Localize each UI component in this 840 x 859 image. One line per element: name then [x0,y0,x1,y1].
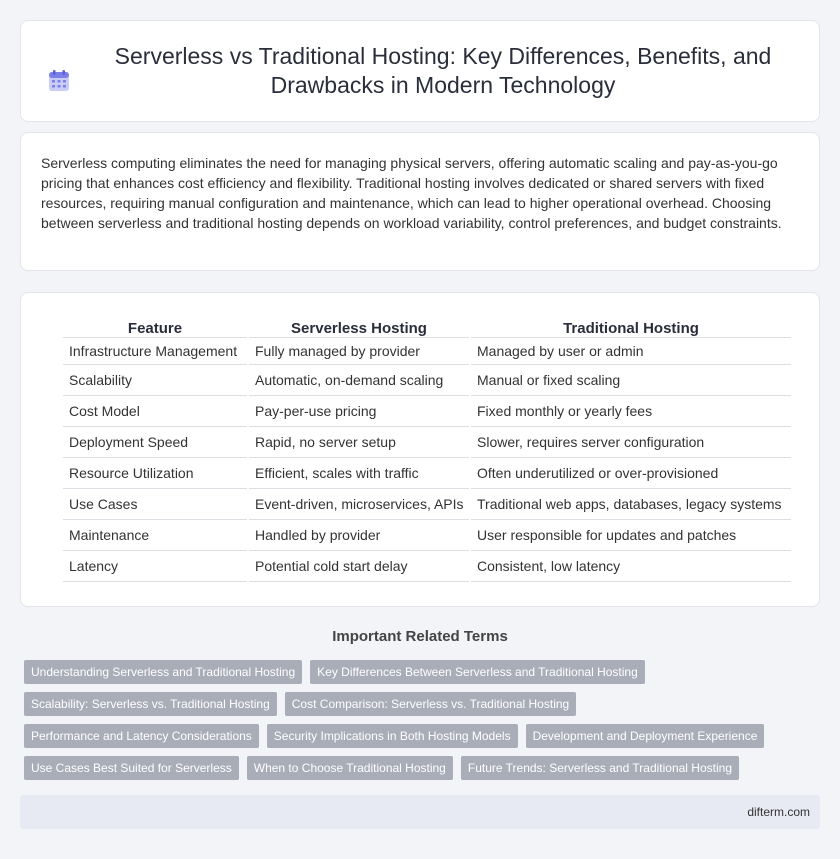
related-term-tag[interactable]: When to Choose Traditional Hosting [247,756,453,780]
cell-traditional: Manual or fixed scaling [471,365,791,396]
cell-traditional: Often underutilized or over-provisioned [471,458,791,489]
cell-feature: Deployment Speed [63,427,247,458]
cell-serverless: Efficient, scales with traffic [249,458,469,489]
calendar-icon [47,69,71,93]
page-title: Serverless vs Traditional Hosting: Key Differences, Benefits, and Drawbacks in Modern Technology [114,43,772,98]
cell-serverless: Automatic, on-demand scaling [249,365,469,396]
table-header-row [63,315,791,337]
cell-traditional: Traditional web apps, databases, legacy systems [471,489,791,520]
cell-feature: Latency [63,551,247,582]
cell-feature: Resource Utilization [63,458,247,489]
cell-traditional: Slower, requires server configuration [471,427,791,458]
related-terms-heading: Important Related Terms [332,628,508,645]
cell-feature: Use Cases [63,489,247,520]
cell-traditional: User responsible for updates and patches [471,520,791,551]
table-row [63,396,791,427]
footer-site[interactable]: difterm.com [747,805,810,819]
related-term-tag[interactable]: Understanding Serverless and Traditional Hosting [24,660,302,684]
related-term-tag[interactable]: Scalability: Serverless vs. Traditional Hosting [24,692,277,716]
cell-feature: Cost Model [63,396,247,427]
cell-serverless: Handled by provider [249,520,469,551]
table-row [63,427,791,458]
table-row [63,365,791,396]
cell-serverless: Rapid, no server setup [249,427,469,458]
related-term-tag[interactable]: Development and Deployment Experience [526,724,765,748]
comparison-table [61,315,793,582]
comparison-card [20,292,820,607]
table-row [63,520,791,551]
title-card [20,20,820,122]
related-terms-list [24,660,814,788]
cell-serverless: Event-driven, microservices, APIs [249,489,469,520]
table-row [63,551,791,582]
header-traditional: Traditional Hosting [563,320,699,337]
cell-feature: Infrastructure Management [63,337,247,365]
table-row [63,337,791,365]
related-term-tag[interactable]: Use Cases Best Suited for Serverless [24,756,239,780]
related-term-tag[interactable]: Security Implications in Both Hosting Models [267,724,518,748]
cell-traditional: Consistent, low latency [471,551,791,582]
cell-feature: Maintenance [63,520,247,551]
cell-serverless: Fully managed by provider [249,337,469,365]
table-row [63,458,791,489]
header-feature: Feature [127,320,183,337]
header-serverless: Serverless Hosting [291,320,427,337]
related-term-tag[interactable]: Cost Comparison: Serverless vs. Traditional Hosting [285,692,576,716]
footer [20,795,820,829]
intro-paragraph: Serverless computing eliminates the need for managing physical servers, offering automatic scaling and pay-as-you-go pricing that enhances cost efficiency and flexibility. Traditional hosting involves dedicated or shared servers with fixed resources, requiring manual configuration and maintenance, which can lead to higher operational overhead. Choosing between serverless and traditional hosting depends on workload variability, control preferences, and budget constraints. [41,155,782,231]
cell-feature: Scalability [63,365,247,396]
table-body [63,337,791,582]
cell-serverless: Potential cold start delay [249,551,469,582]
cell-traditional: Fixed monthly or yearly fees [471,396,791,427]
related-term-tag[interactable]: Future Trends: Serverless and Traditional Hosting [461,756,739,780]
intro-card [20,132,820,271]
related-term-tag[interactable]: Key Differences Between Serverless and Traditional Hosting [310,660,645,684]
cell-serverless: Pay-per-use pricing [249,396,469,427]
table-row [63,489,791,520]
related-term-tag[interactable]: Performance and Latency Considerations [24,724,259,748]
cell-traditional: Managed by user or admin [471,337,791,365]
